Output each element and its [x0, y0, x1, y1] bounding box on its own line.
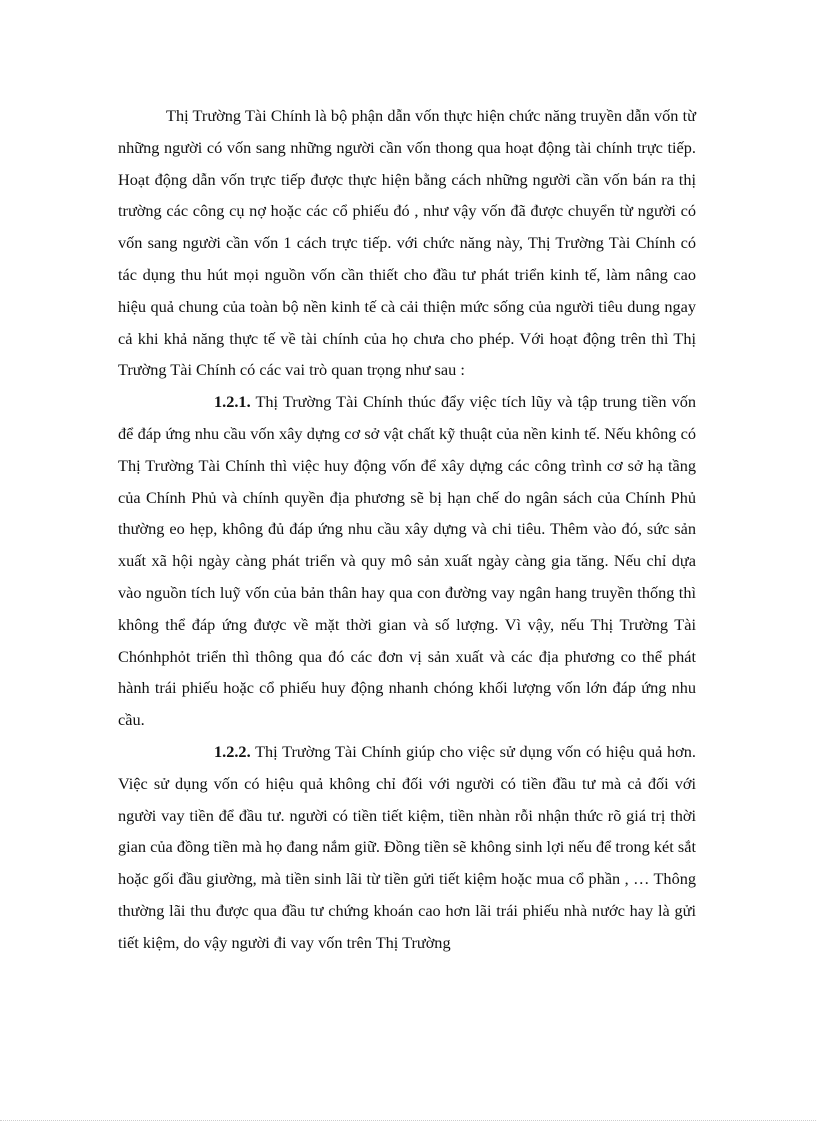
- section-1-2-2-paragraph: [118, 736, 696, 959]
- document-body: [118, 100, 696, 959]
- intro-paragraph: Thị Trường Tài Chính là bộ phận dẫn vốn thực hiện chức năng truyền dẫn vốn từ những người có vốn sang những người cần vốn thong qua hoạt động tài chính trực tiếp. Hoạt động dẫn vốn trực tiếp được thực hiện bằng cách những người cần vốn bán ra thị trường các công cụ nợ hoặc các cổ phiếu đó , như vậy vốn đã được chuyển từ người có vốn sang người cần vốn 1 cách trực tiếp. với chức năng này, Thị Trường Tài Chính có tác dụng thu hút mọi nguồn vốn cần thiết cho đầu tư phát triển kinh tế, làm nâng cao hiệu quả chung của toàn bộ nền kinh tế cà cải thiện mức sống của người tiêu dung ngay cả khi khả năng thực tế về tài chính của họ chưa cho phép. Với hoạt động trên thì Thị Trường Tài Chính có các vai trò quan trọng như sau :: [118, 106, 696, 380]
- section-1-2-1-text: Thị Trường Tài Chính thúc đẩy việc tích lũy và tập trung tiền vốn để đáp ứng nhu cầu vốn xây dựng cơ sở vật chất kỹ thuật của nền kinh tế. Nếu không có Thị Trường Tài Chính thì việc huy động vốn để xây dựng các công trình cơ sở hạ tầng của Chính Phủ và chính quyền địa phương sẽ bị hạn chế do ngân sách của Chính Phủ thường eo hẹp, không đủ đáp ứng nhu cầu xây dựng và chi tiêu. Thêm vào đó, sức sản xuất xã hội ngày càng phát triển và quy mô sản xuất ngày càng gia tăng. Nếu chỉ dựa vào nguồn tích luỹ vốn của bản thân hay qua con đường vay ngân hang truyền thống thì không thể đáp ứng được về mặt thời gian và số lượng. Vì vậy, nếu Thị Trường Tài Chónhphỏt triển thì thông qua đó các đơn vị sản xuất và các địa phương co thể phát hành trái phiếu hoặc cổ phiếu huy động nhanh chóng khối lượng vốn lớn đáp ứng nhu cầu.: [118, 392, 696, 730]
- page-bottom-rule: [0, 1120, 816, 1121]
- section-1-2-1-paragraph: [118, 386, 696, 736]
- section-number-1-2-1: 1.2.1.: [214, 392, 251, 412]
- section-1-2-2-text: Thị Trường Tài Chính giúp cho việc sử dụng vốn có hiệu quả hơn. Việc sử dụng vốn có hiệu quả không chỉ đối với người có tiền đầu tư mà cả đối với người vay tiền để đầu tư. người có tiền tiết kiệm, tiền nhàn rỗi nhận thức rõ giá trị thời gian của đồng tiền mà họ đang nắm giữ. Đồng tiền sẽ không sinh lợi nếu để trong két sắt hoặc gối đầu giường, mà tiền sinh lãi từ tiền gửi tiết kiệm hoặc mua cổ phần , … Thông thường lãi thu được qua đầu tư chứng khoán cao hơn lãi trái phiếu nhà nước hay là gửi tiết kiệm, do vậy người đi vay vốn trên Thị Trường: [118, 741, 696, 952]
- section-number-1-2-2: 1.2.2.: [214, 741, 251, 761]
